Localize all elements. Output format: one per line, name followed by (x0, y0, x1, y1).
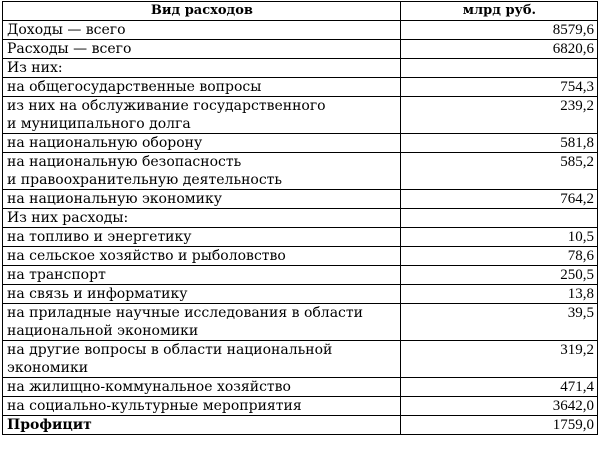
table-row (3, 228, 598, 247)
table-row (3, 78, 598, 97)
row-label (3, 416, 401, 435)
table-row (3, 304, 598, 341)
row-value: 764,2 (400, 190, 597, 209)
row-label-line: на национальную экономику (7, 191, 222, 207)
row-value (400, 59, 597, 78)
row-label (3, 78, 401, 97)
row-label (3, 40, 401, 59)
total-row (3, 416, 598, 435)
row-label-line: национальной экономики (7, 323, 199, 339)
row-value: 581,8 (400, 134, 597, 153)
table-row (3, 190, 598, 209)
table-row (3, 97, 598, 134)
row-value: 1759,0 (400, 416, 597, 435)
row-label-line: экономики (7, 360, 89, 376)
row-label-line: на транспорт (7, 267, 106, 283)
row-label-line: на национальную безопасность (7, 154, 242, 170)
row-value: 78,6 (400, 247, 597, 266)
table-row (3, 21, 598, 40)
row-label-line: на социально-культурные мероприятия (7, 398, 302, 414)
section-row (3, 59, 598, 78)
row-label (3, 59, 401, 78)
row-value: 250,5 (400, 266, 597, 285)
row-label (3, 341, 401, 378)
budget-table (2, 1, 598, 435)
row-value: 239,2 (400, 97, 597, 134)
row-label-line: на приладные научные исследования в области (7, 305, 363, 321)
row-label (3, 304, 401, 341)
row-value: 10,5 (400, 228, 597, 247)
row-value: 39,5 (400, 304, 597, 341)
row-value: 13,8 (400, 285, 597, 304)
table-body (3, 21, 598, 435)
row-value: 8579,6 (400, 21, 597, 40)
table-row (3, 153, 598, 190)
row-value: 6820,6 (400, 40, 597, 59)
row-label (3, 153, 401, 190)
row-value (400, 209, 597, 228)
row-value: 585,2 (400, 153, 597, 190)
table-header-row (3, 2, 598, 21)
row-label-line: Профицит (7, 417, 92, 433)
row-label (3, 266, 401, 285)
row-label (3, 209, 401, 228)
row-label-line: на национальную оборону (7, 135, 203, 151)
row-label (3, 228, 401, 247)
table-row (3, 40, 598, 59)
table-row (3, 341, 598, 378)
row-label (3, 247, 401, 266)
row-label-line: из них на обслуживание государственного (7, 98, 326, 114)
row-label-line: на другие вопросы в области национальной (7, 342, 333, 358)
table-row (3, 397, 598, 416)
table-row (3, 378, 598, 397)
amount-header: млрд руб. (400, 2, 597, 21)
row-value: 471,4 (400, 378, 597, 397)
table-row (3, 134, 598, 153)
row-label-line: на связь и информатику (7, 286, 188, 302)
row-label (3, 21, 401, 40)
category-header: Вид расходов (3, 2, 401, 21)
row-value: 3642,0 (400, 397, 597, 416)
row-label-line: на сельское хозяйство и рыболовство (7, 248, 286, 264)
row-label (3, 397, 401, 416)
row-label-line: и правоохранительную деятельность (7, 172, 283, 188)
row-label (3, 134, 401, 153)
row-label-line: Доходы — всего (7, 22, 126, 38)
row-value: 319,2 (400, 341, 597, 378)
row-label (3, 190, 401, 209)
row-label-line: Из них: (7, 60, 63, 76)
table-row (3, 285, 598, 304)
row-label (3, 285, 401, 304)
row-label-line: и муниципального долга (7, 116, 191, 132)
row-label-line: на жилищно-коммунальное хозяйство (7, 379, 291, 395)
row-label-line: на общегосударственные вопросы (7, 79, 262, 95)
row-value: 754,3 (400, 78, 597, 97)
row-label-line: Из них расходы: (7, 210, 129, 226)
table-row (3, 247, 598, 266)
section-row (3, 209, 598, 228)
row-label-line: на топливо и энергетику (7, 229, 192, 245)
table-row (3, 266, 598, 285)
row-label-line: Расходы — всего (7, 41, 132, 57)
row-label (3, 97, 401, 134)
row-label (3, 378, 401, 397)
